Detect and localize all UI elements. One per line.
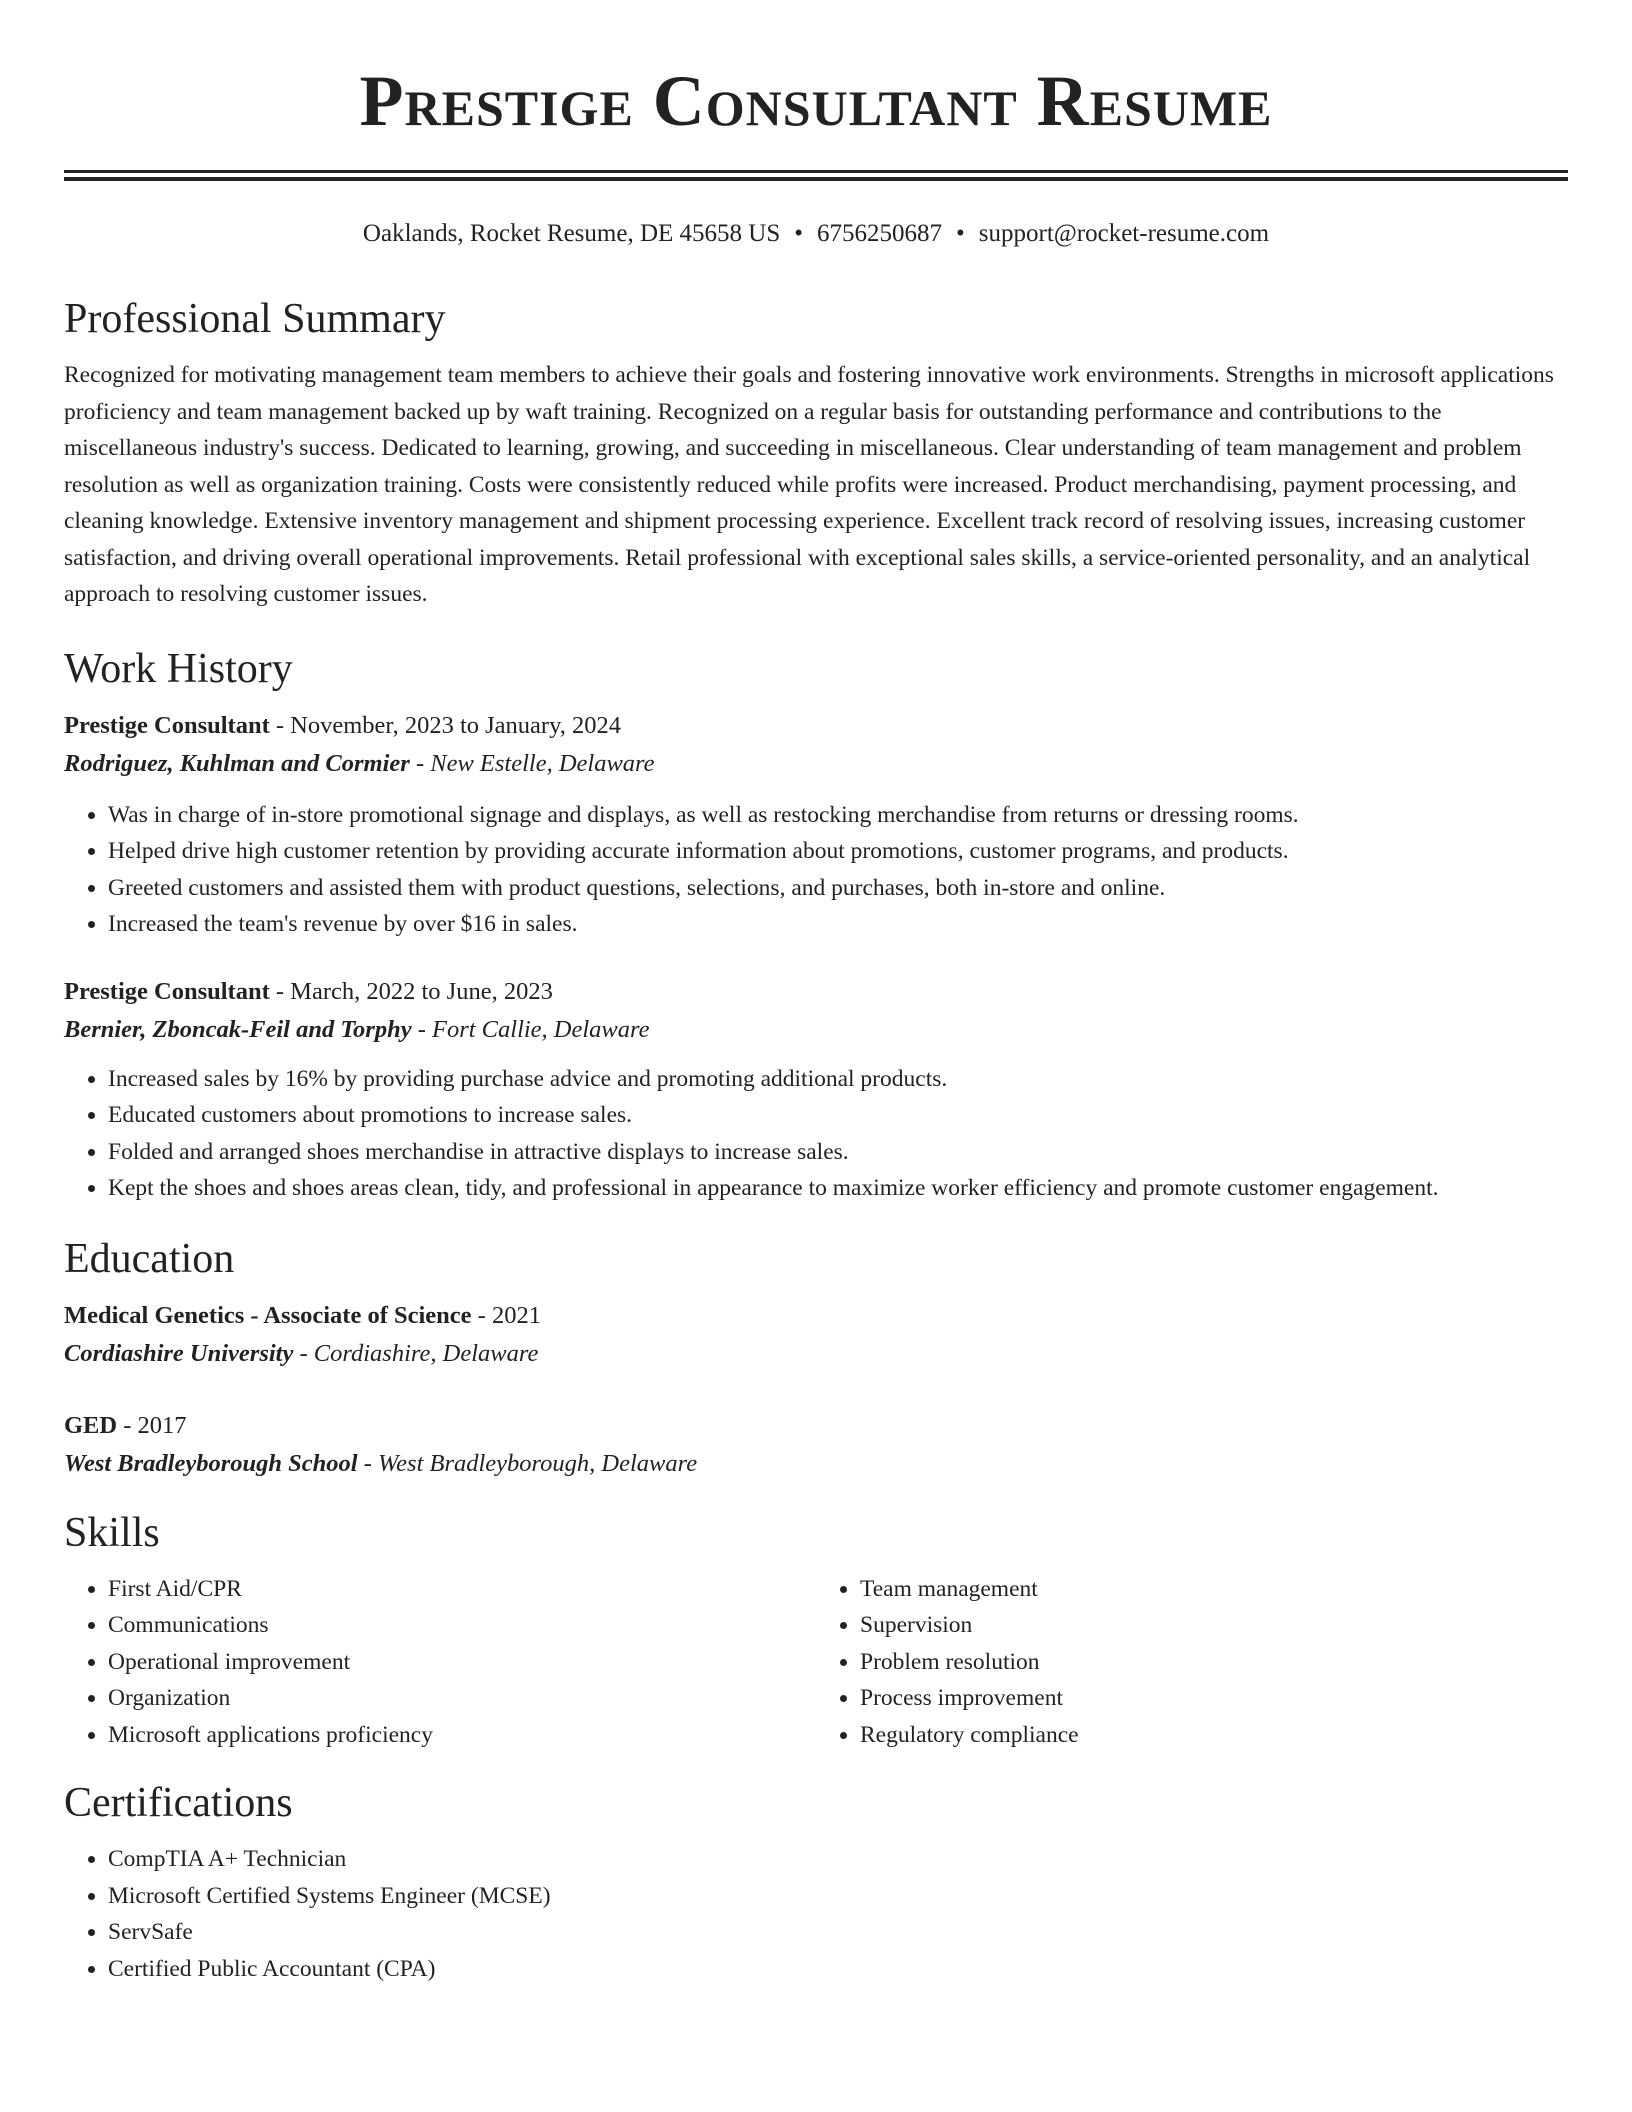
education-degree: GED <box>64 1411 118 1439</box>
job-bullets <box>64 1061 1568 1207</box>
title-double-rule <box>64 170 1568 181</box>
education-school-line <box>64 1335 1568 1373</box>
list-item: • ServSafe <box>108 1914 1568 1951</box>
education-school: Cordiashire University <box>64 1339 294 1367</box>
list-item: • Regulatory compliance <box>860 1717 1568 1754</box>
contact-email: support@rocket-resume.com <box>978 220 1270 247</box>
list-item: • Increased sales by 16% by providing purchase advice and promoting additional products. <box>108 1061 1568 1098</box>
job-entry <box>64 973 1568 1207</box>
section-heading-education: Education <box>64 1235 235 1282</box>
job-header <box>64 707 1568 745</box>
resume-title: Prestige Consultant Resume <box>359 61 1273 141</box>
education-location: - West Bradleyborough, Delaware <box>357 1449 698 1477</box>
list-item: • Microsoft Certified Systems Engineer (MCSE) <box>108 1878 1568 1915</box>
section-heading-work-history: Work History <box>64 645 293 692</box>
summary-paragraph: Recognized for motivating management team members to achieve their goals and fostering innovative work environments. Strengths in microsoft applications proficiency and team management backed up by waft training. Recognized on a regular basis for outstanding performance and contributions to the miscellaneous industry's success. Dedicated to learning, growing, and succeeding in miscellaneous. Clear understanding of team management and problem resolution as well as organization training. Costs were consistently reduced while profits were increased. Product merchandising, payment processing, and cleaning knowledge. Extensive inventory management and shipment processing experience. Excellent track record of resolving issues, increasing customer satisfaction, and driving overall operational improvements. Retail professional with exceptional sales skills, a service-oriented personality, and an analytical approach to resolving customer issues. <box>64 362 1554 607</box>
job-entry <box>64 707 1568 943</box>
skills-list-left <box>64 1571 816 1754</box>
education-degree: Medical Genetics - Associate of Science <box>64 1301 472 1329</box>
job-bullets <box>64 797 1568 943</box>
list-item: • Team management <box>860 1571 1568 1608</box>
contact-address: Oaklands, Rocket Resume, DE 45658 US <box>362 220 781 247</box>
contact-separator: • <box>794 220 803 247</box>
list-item: • Microsoft applications proficiency <box>108 1717 816 1754</box>
section-heading-skills: Skills <box>64 1509 160 1556</box>
skills-grid <box>64 1571 1568 1754</box>
list-item: • Increased the team's revenue by over $16 in sales. <box>108 906 1568 943</box>
job-company: Rodriguez, Kuhlman and Cormier <box>64 749 410 777</box>
list-item: • CompTIA A+ Technician <box>108 1841 1568 1878</box>
list-item: • Organization <box>108 1680 816 1717</box>
education-location: - Cordiashire, Delaware <box>293 1339 539 1367</box>
job-header <box>64 973 1568 1011</box>
certifications-list <box>64 1841 1568 1987</box>
list-item: • Communications <box>108 1607 816 1644</box>
section-heading-summary: Professional Summary <box>64 296 446 342</box>
job-location: - Fort Callie, Delaware <box>411 1015 650 1043</box>
education-entry <box>64 1297 1568 1373</box>
list-item: • Kept the shoes and shoes areas clean, tidy, and professional in appearance to maximize worker efficiency and promote customer engagement. <box>108 1170 1568 1207</box>
job-employer <box>64 745 1568 783</box>
education-school: West Bradleyborough School <box>64 1449 358 1477</box>
job-company: Bernier, Zboncak-Feil and Torphy <box>64 1015 412 1043</box>
list-item: • Was in charge of in-store promotional signage and displays, as well as restocking merchandise from returns or dressing rooms. <box>108 797 1568 834</box>
contact-separator: • <box>956 220 965 247</box>
education-school-line <box>64 1445 1568 1483</box>
list-item: • Supervision <box>860 1607 1568 1644</box>
list-item: • Operational improvement <box>108 1644 816 1681</box>
list-item: • Helped drive high customer retention by providing accurate information about promotions, customer programs, and products. <box>108 833 1568 870</box>
list-item: • Problem resolution <box>860 1644 1568 1681</box>
job-title: Prestige Consultant <box>64 977 270 1005</box>
job-title: Prestige Consultant <box>64 711 270 739</box>
education-entry <box>64 1407 1568 1483</box>
education-year: - 2017 <box>117 1411 187 1439</box>
list-item: • Certified Public Accountant (CPA) <box>108 1951 1568 1988</box>
job-location: - New Estelle, Delaware <box>409 749 655 777</box>
list-item: • Educated customers about promotions to increase sales. <box>108 1097 1568 1134</box>
job-employer <box>64 1011 1568 1049</box>
education-degree-line <box>64 1407 1568 1445</box>
skills-list-right <box>816 1571 1568 1754</box>
contact-phone: 6756250687 <box>817 220 942 247</box>
education-year: - 2021 <box>471 1301 541 1329</box>
education-degree-line <box>64 1297 1568 1335</box>
list-item: • Process improvement <box>860 1680 1568 1717</box>
job-dates: - March, 2022 to June, 2023 <box>269 977 553 1005</box>
contact-line <box>64 217 1568 251</box>
list-item: • Greeted customers and assisted them with product questions, selections, and purchases, both in-store and online. <box>108 870 1568 907</box>
list-item: • Folded and arranged shoes merchandise in attractive displays to increase sales. <box>108 1134 1568 1171</box>
section-heading-certifications: Certifications <box>64 1780 293 1826</box>
list-item: • First Aid/CPR <box>108 1571 816 1608</box>
job-dates: - November, 2023 to January, 2024 <box>269 711 621 739</box>
